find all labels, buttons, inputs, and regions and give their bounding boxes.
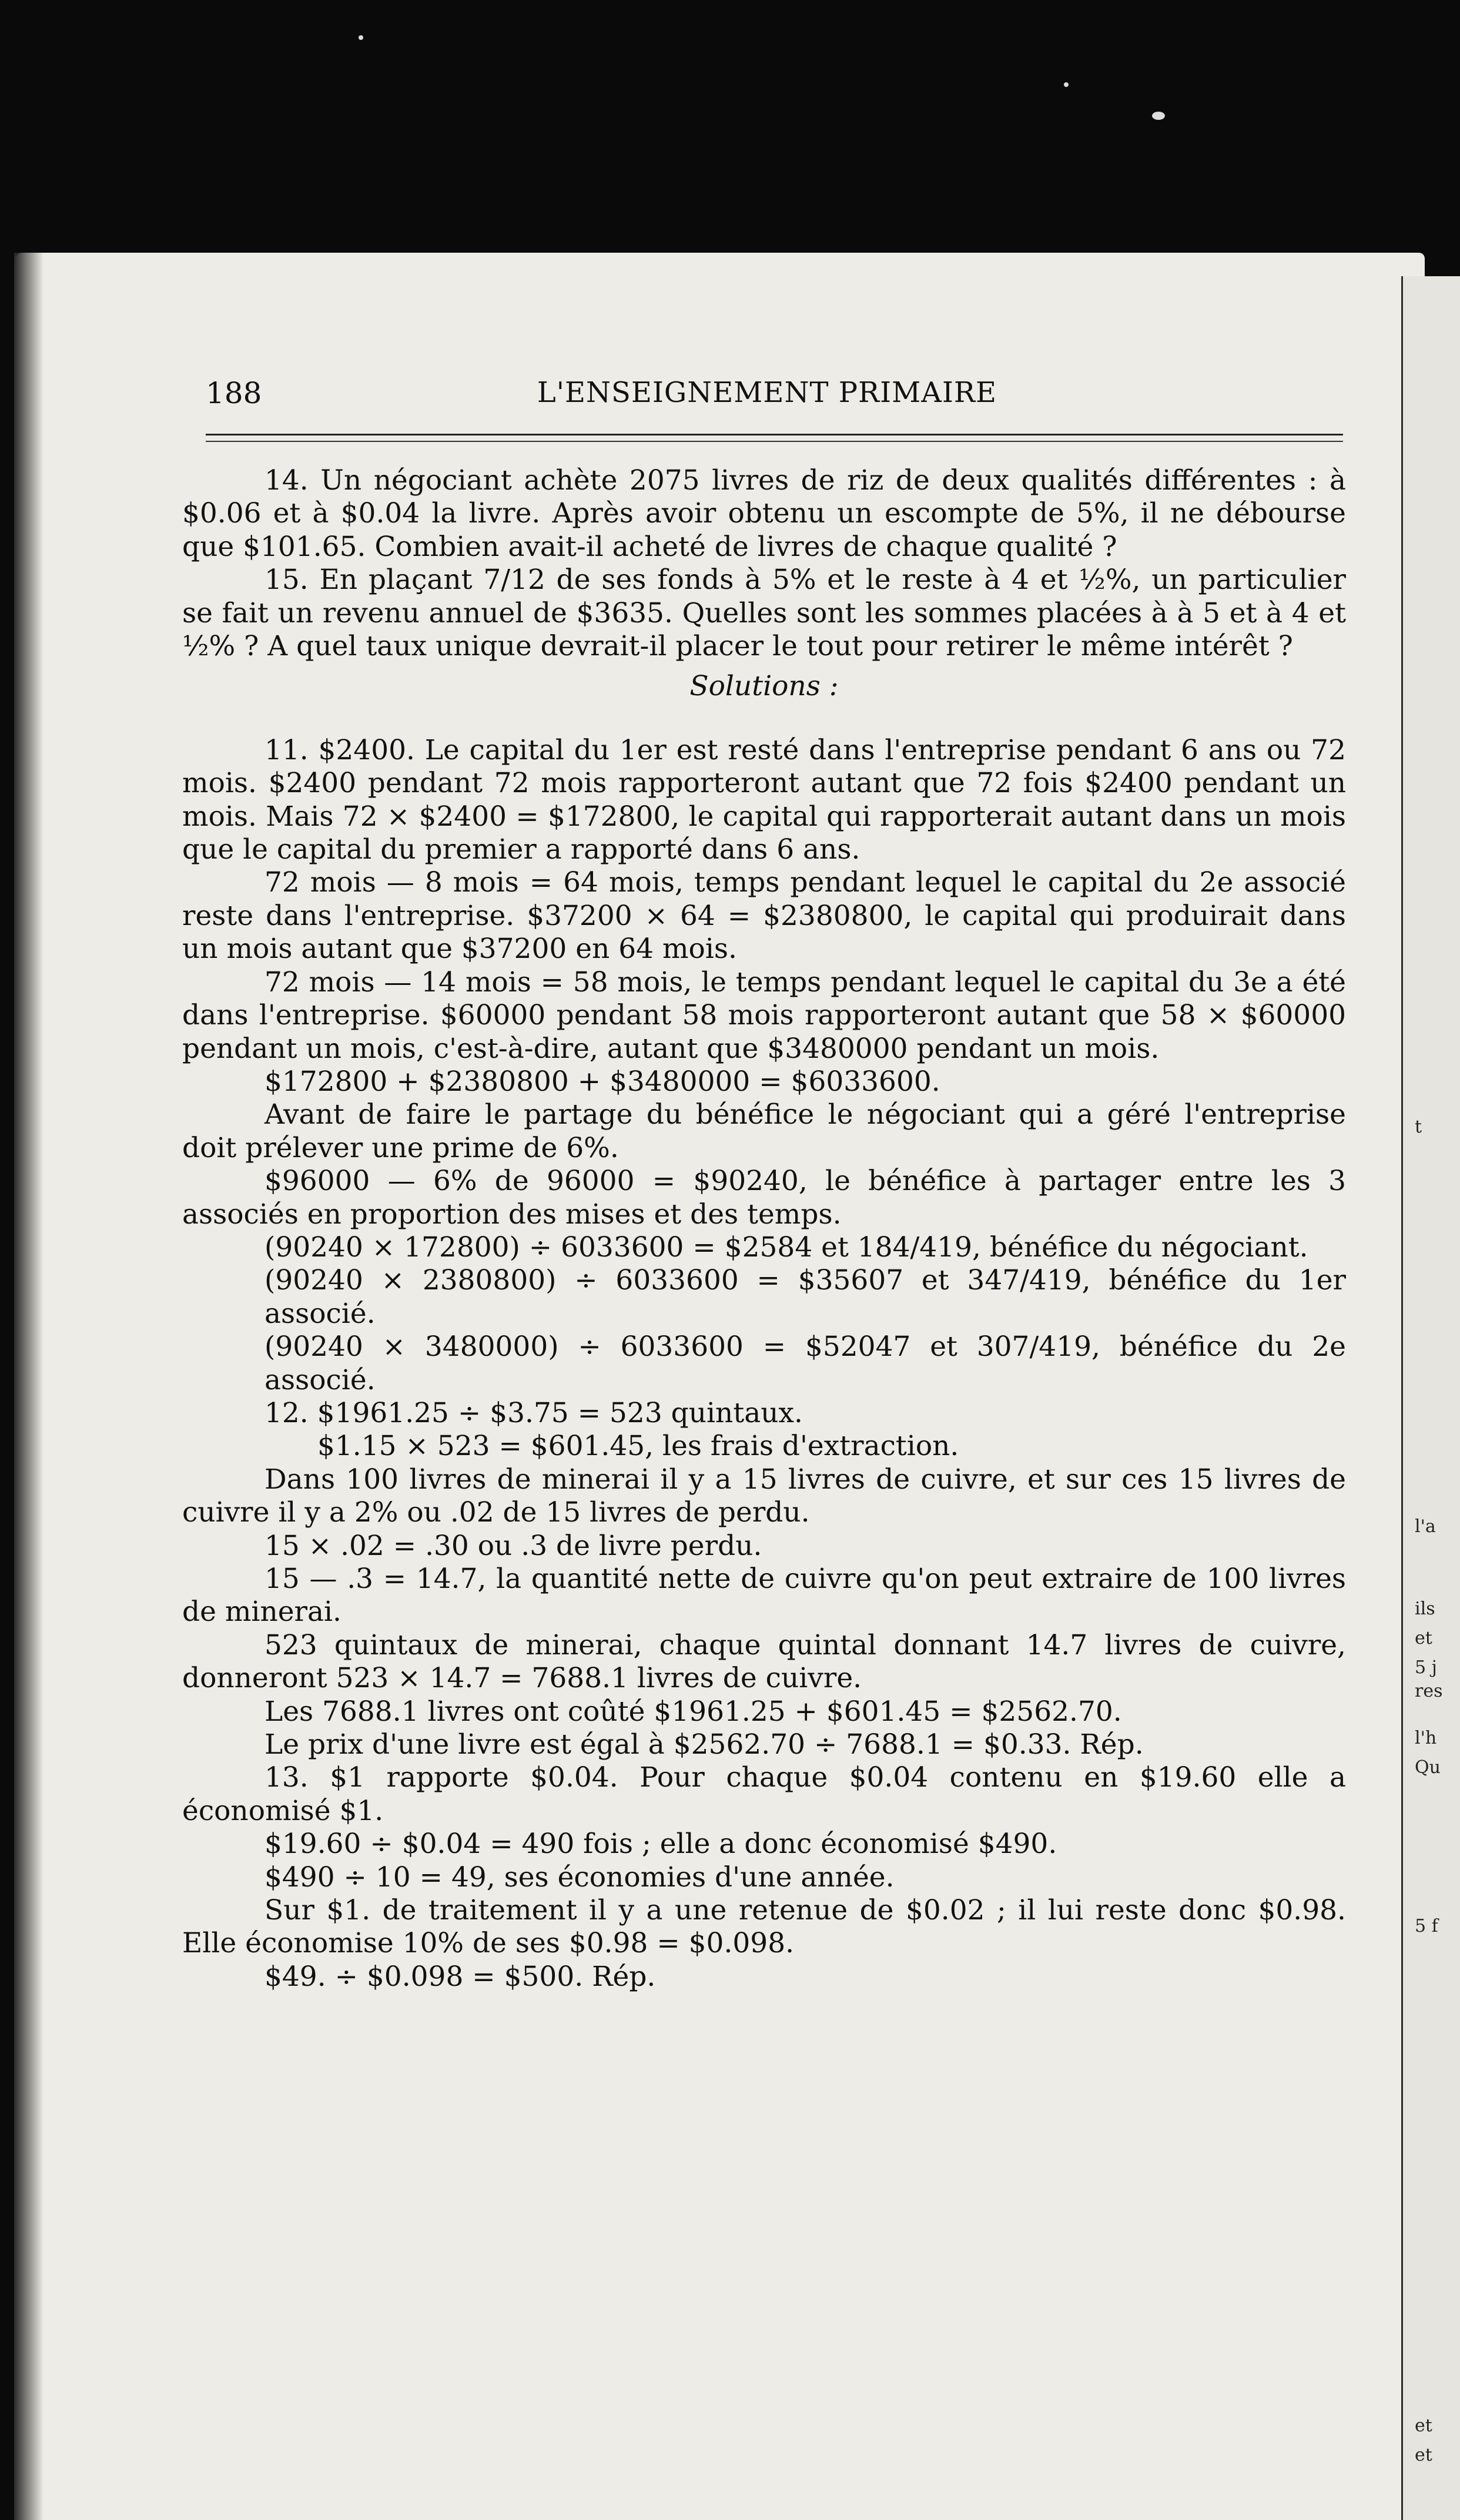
solution-line: 72 mois — 8 mois = 64 mois, temps pendant lequel le capital du 2e associé reste dans l'entreprise. $37200 × 64 = $2380800, le capital qui produirait dans un mois autant que $37200 en 64 mois. bbox=[182, 866, 1346, 966]
running-title: L'ENSEIGNEMENT PRIMAIRE bbox=[537, 376, 997, 409]
facing-page-fragment: l'a bbox=[1415, 1516, 1436, 1537]
solution-line: Sur $1. de traitement il y a une retenue de $0.02 ; il lui reste donc $0.98. Elle économise 10% de ses $0.98 = $0.098. bbox=[182, 1894, 1346, 1960]
solution-line: $49. ÷ $0.098 = $500. Rép. bbox=[264, 1960, 656, 1993]
solution-line: 523 quintaux de minerai, chaque quintal donnant 14.7 livres de cuivre, donneront 523 × 14.7 = 7688.1 livres de cuivre. bbox=[182, 1628, 1346, 1695]
solution-line: Avant de faire le partage du bénéfice le négociant qui a géré l'entreprise doit prélever une prime de 6%. bbox=[182, 1098, 1346, 1164]
body-text bbox=[182, 464, 1346, 1993]
facing-page-fragment: 5 f bbox=[1415, 1916, 1438, 1936]
facing-page-fragment: et bbox=[1415, 2415, 1432, 2436]
solution-line: $96000 — 6% de 96000 = $90240, le bénéfice à partager entre les 3 associés en proportion des mises et des temps. bbox=[182, 1165, 1346, 1231]
solution-line: Dans 100 livres de minerai il y a 15 livres de cuivre, et sur ces 15 livres de cuivre il y a 2% ou .02 de 15 livres de perdu. bbox=[182, 1463, 1346, 1529]
solution-line: (90240 × 3480000) ÷ 6033600 = $52047 et 307/419, bénéfice du 2e associé. bbox=[264, 1331, 1346, 1396]
dust-speck bbox=[1152, 112, 1165, 120]
solution-line: $19.60 ÷ $0.04 = 490 fois ; elle a donc économisé $490. bbox=[264, 1828, 1057, 1861]
solution-line: 15 × .02 = .30 ou .3 de livre perdu. bbox=[264, 1529, 762, 1562]
solution-line: 13. $1 rapporte $0.04. Pour chaque $0.04 contenu en $19.60 elle a économisé $1. bbox=[182, 1761, 1346, 1827]
facing-page-fragment: 5 j bbox=[1415, 1657, 1437, 1678]
facing-page-edge bbox=[1401, 276, 1460, 2520]
solutions-heading: Solutions : bbox=[689, 670, 839, 703]
facing-page-fragment: t bbox=[1415, 1117, 1422, 1137]
facing-page-fragment: ils bbox=[1415, 1599, 1435, 1619]
dust-speck bbox=[359, 35, 363, 40]
solution-line: Les 7688.1 livres ont coûté $1961.25 + $601.45 = $2562.70. bbox=[264, 1695, 1122, 1728]
problem-15: 15. En plaçant 7/12 de ses fonds à 5% et le reste à 4 et ½%, un particulier se fait un revenu annuel de $3635. Quelles sont les sommes placées à à 5 et à 4 et ½% ? A quel taux unique devrait-il placer le tout pour retirer le même intérêt ? bbox=[182, 564, 1346, 663]
solution-line: 11. $2400. Le capital du 1er est resté dans l'entreprise pendant 6 ans ou 72 mois. $2400 pendant 72 mois rapporteront autant que 72 fois $2400 pendant un mois. Mais 72 × $2400 = $172800, le capital qui rapporterait autant dans un mois que le capital du premier a rapporté dans 6 ans. bbox=[182, 733, 1346, 866]
solution-line: 12. $1961.25 ÷ $3.75 = 523 quintaux. bbox=[264, 1396, 803, 1429]
solution-line: 15 — .3 = 14.7, la quantité nette de cuivre qu'on peut extraire de 100 livres de minerai. bbox=[182, 1563, 1346, 1628]
facing-page-fragment: l'h bbox=[1415, 1728, 1437, 1748]
problem-14: 14. Un négociant achète 2075 livres de riz de deux qualités différentes : à $0.06 et à $0.04 la livre. Après avoir obtenu un escompte de 5%, il ne débourse que $101.65. Combien avait-il acheté de livres de chaque qualité ? bbox=[182, 464, 1346, 563]
solution-line: Le prix d'une livre est égal à $2562.70 ÷ 7688.1 = $0.33. Rép. bbox=[264, 1728, 1144, 1761]
solution-line: $490 ÷ 10 = 49, ses économies d'une année. bbox=[264, 1861, 895, 1894]
solution-line: $1.15 × 523 = $601.45, les frais d'extraction. bbox=[317, 1430, 959, 1463]
solution-line: 72 mois — 14 mois = 58 mois, le temps pendant lequel le capital du 3e a été dans l'entreprise. $60000 pendant 58 mois rapporteront autant que 58 × $60000 pendant un mois, c'est-à-dire, autant que $3480000 pendant un mois. bbox=[182, 966, 1346, 1065]
page-number: 188 bbox=[206, 376, 262, 410]
solutions-list bbox=[182, 734, 1346, 1993]
facing-page-fragment: Qu bbox=[1415, 1757, 1441, 1778]
header-rule bbox=[206, 441, 1343, 442]
header-rule bbox=[206, 434, 1343, 435]
solution-line: $172800 + $2380800 + $3480000 = $6033600. bbox=[264, 1065, 940, 1098]
page-gutter-shadow bbox=[14, 253, 43, 2520]
facing-page-fragment: et bbox=[1415, 1628, 1432, 1648]
running-header bbox=[194, 376, 1340, 417]
solution-line: (90240 × 172800) ÷ 6033600 = $2584 et 184/419, bénéfice du négociant. bbox=[264, 1231, 1308, 1264]
facing-page-fragment: et bbox=[1415, 2445, 1432, 2465]
dust-speck bbox=[1064, 82, 1069, 87]
solution-line: (90240 × 2380800) ÷ 6033600 = $35607 et 347/419, bénéfice du 1er associé. bbox=[264, 1264, 1346, 1330]
facing-page-fragment: res bbox=[1415, 1681, 1443, 1701]
